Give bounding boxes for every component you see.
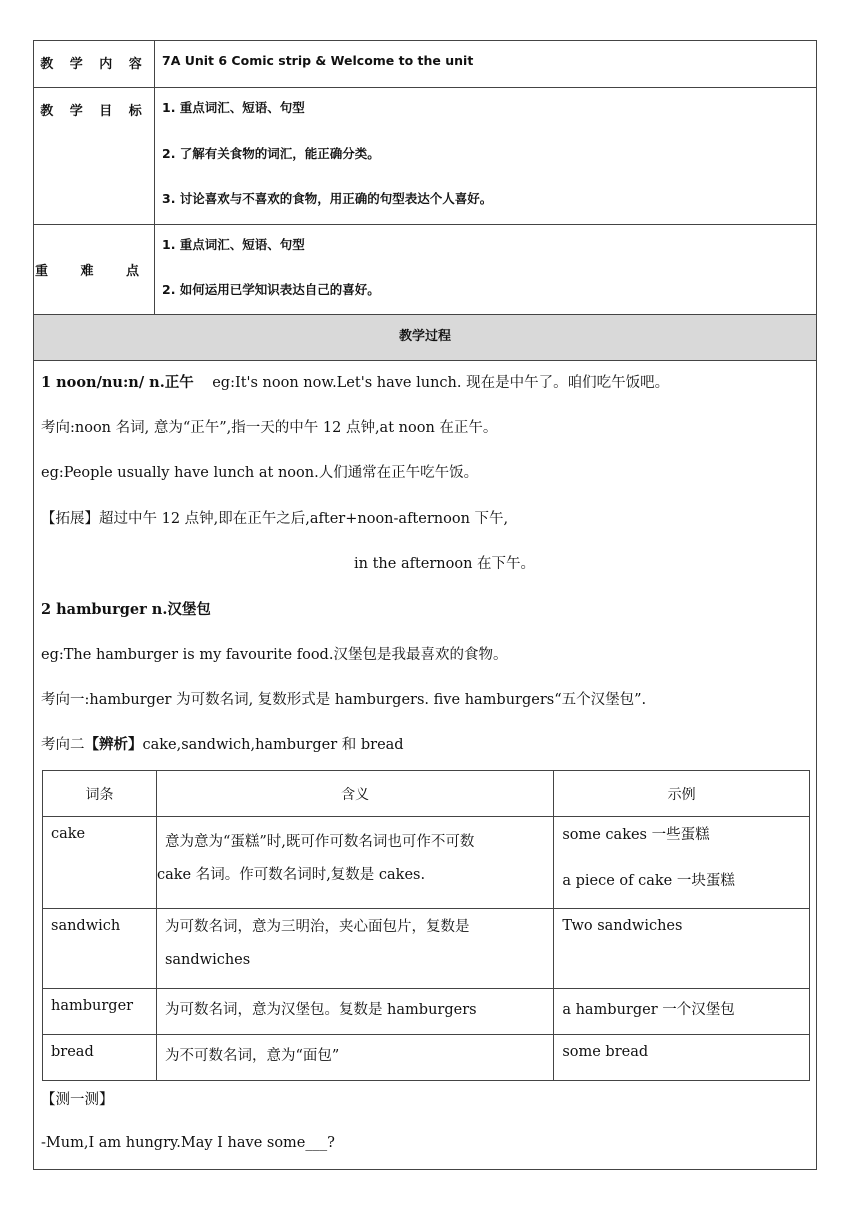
example-line: some cakes 一些蛋糕: [562, 827, 710, 843]
hamburger-note-1: 考向一:hamburger 为可数名词, 复数形式是 hamburgers. five hamburgers“五个汉堡包”.: [41, 692, 647, 708]
table-header-row: [43, 771, 810, 817]
table-cell-examples: [554, 909, 810, 989]
table-cell-term: sandwich: [43, 909, 157, 989]
note2-prefix: 考向二: [41, 737, 85, 753]
example-line: some bread: [562, 1044, 649, 1060]
extension-bracket: 【拓展】: [41, 511, 99, 527]
table-row: [43, 909, 810, 989]
meaning-line: 意为意为“蛋糕”时,既可作可数名词也可作不可数: [164, 834, 475, 850]
header-label: 教 学 目 标: [34, 88, 155, 224]
table-header: 含义: [156, 771, 553, 817]
noon-extension-2: in the afternoon 在下午。: [354, 556, 536, 572]
header-row-key-points: [34, 225, 816, 315]
example-line: Two sandwiches: [562, 918, 683, 934]
meaning-line: 为可数名词，意为三明治，夹心面包片，复数是: [164, 919, 470, 935]
example-line: a hamburger 一个汉堡包: [562, 1002, 735, 1018]
example-line: a piece of cake 一块蛋糕: [562, 873, 735, 889]
hamburger-example: eg:The hamburger is my favourite food.汉堡包是我最喜欢的食物。: [41, 647, 508, 663]
lesson-title: 7A Unit 6 Comic strip & Welcome to the unit: [162, 53, 474, 68]
note2-suffix: cake,sandwich,hamburger 和 bread: [142, 737, 404, 753]
table-cell-term: hamburger: [43, 989, 157, 1035]
header-label: 教 学 内 容: [34, 41, 155, 87]
key-point-item: 1. 重点词汇、短语、句型: [162, 237, 305, 252]
table-row: [43, 817, 810, 909]
noon-extension: [41, 507, 508, 528]
meaning-line: sandwiches: [164, 952, 251, 968]
objective-item: 2. 了解有关食物的词汇，能正确分类。: [162, 146, 380, 161]
header-label: 重 难 点: [34, 225, 155, 314]
meaning-line: 为可数名词，意为汉堡包。复数是 hamburgers: [164, 1002, 477, 1018]
header-row-objectives: [34, 88, 816, 225]
noon-example: eg:It's noon now.Let's have lunch. 现在是中午了。咱们吃午饭吧。: [212, 375, 670, 391]
table-cell-meaning: [156, 1035, 553, 1081]
table-cell-meaning: [156, 817, 553, 909]
test-title: 【测一测】: [41, 1092, 114, 1108]
table-cell-examples: [554, 817, 810, 909]
noon-note: 考向:noon 名词, 意为“正午”,指一天的中午 12 点钟,at noon 在正午。: [41, 420, 498, 436]
objective-item: 1. 重点词汇、短语、句型: [162, 100, 305, 115]
noon-line: [41, 371, 669, 392]
objective-item: 3. 讨论喜欢与不喜欢的食物，用正确的句型表达个人喜好。: [162, 191, 493, 206]
hamburger-note-2: [41, 733, 404, 754]
noon-example-2: eg:People usually have lunch at noon.人们通常在正午吃午饭。: [41, 465, 479, 481]
table-cell-examples: [554, 1035, 810, 1081]
key-point-item: 2. 如何运用已学知识表达自己的喜好。: [162, 282, 380, 297]
table-cell-meaning: [156, 989, 553, 1035]
table-cell-examples: [554, 989, 810, 1035]
table-row: [43, 989, 810, 1035]
noon-head: 1 noon/nu:n/ n.正午: [41, 374, 194, 391]
table-cell-term: bread: [43, 1035, 157, 1081]
table-header: 词条: [43, 771, 157, 817]
header-row-content: [34, 41, 816, 88]
lesson-plan-page: [33, 40, 817, 1170]
note2-bold: 【辨析】: [84, 736, 143, 753]
meaning-line: 为不可数名词，意为“面包”: [164, 1048, 340, 1064]
comparison-table: [42, 770, 810, 1081]
hamburger-head: 2 hamburger n.汉堡包: [41, 601, 211, 618]
extension-text: 超过中午 12 点钟,即在正午之后,after+noon-afternoon 下午,: [99, 511, 509, 527]
test-question: -Mum,I am hungry.May I have some___?: [41, 1135, 335, 1151]
table-row: [43, 1035, 810, 1081]
table-header: 示例: [554, 771, 810, 817]
process-title: 教学过程: [34, 315, 816, 361]
table-cell-meaning: [156, 909, 553, 989]
table-cell-term: cake: [43, 817, 157, 909]
meaning-line: cake 名词。作可数名词时,复数是 cakes.: [156, 867, 426, 883]
